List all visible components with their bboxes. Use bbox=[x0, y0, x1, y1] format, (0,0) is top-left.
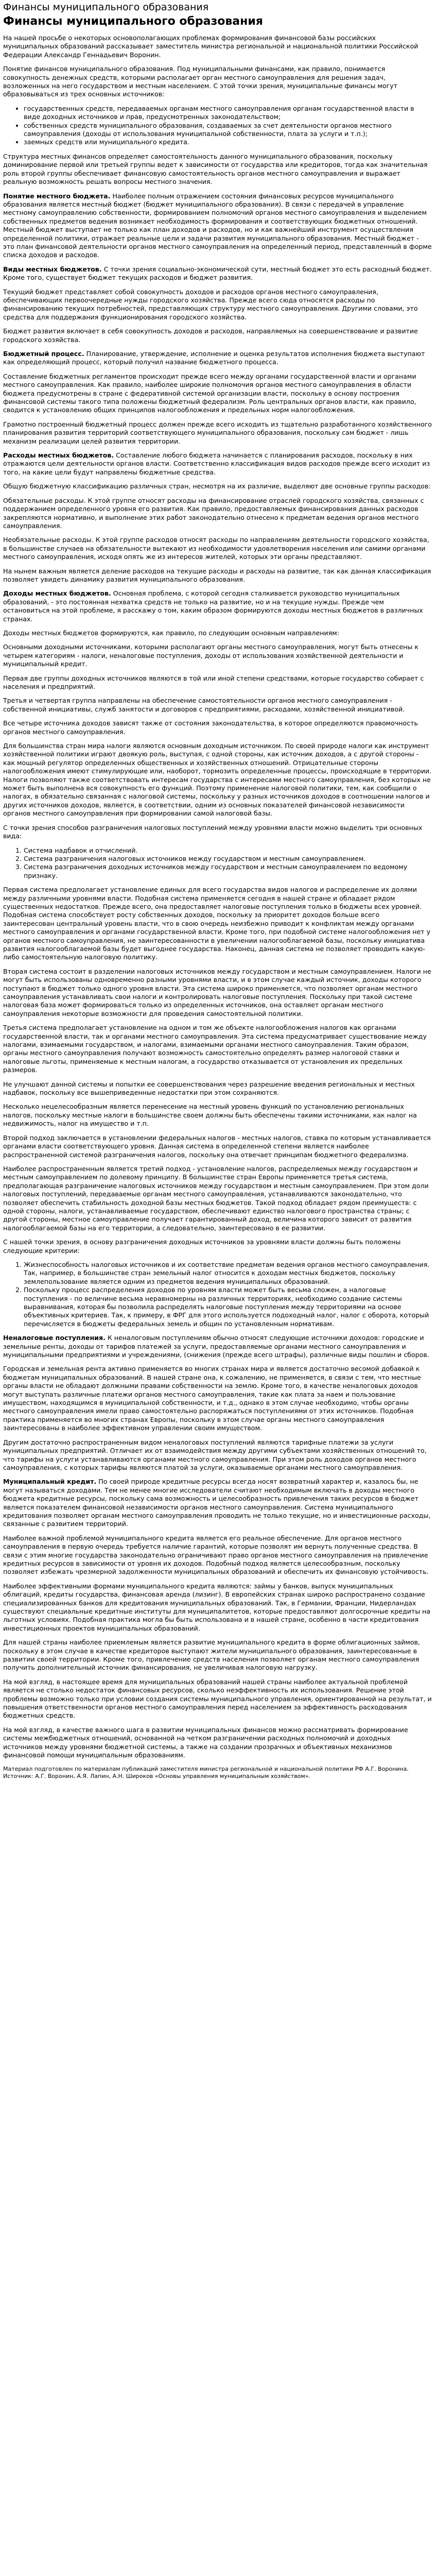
paragraph-text: Несколько нецелесообразным является перенесение на местный уровень функций по установлению региональных налогов, поскольку местные налоги в большинстве своем должны быть обеспечены такими источниками, как налог на недвижимость, налог на имущество и т.п. bbox=[3, 1103, 417, 1128]
paragraph-text: Третья и четвертая группа направлены на обеспечение самостоятельности органов местного самоуправления - собственной инициативы, служб занятости и договоров с предприятиями, расходами, хозяйственной инициативой. bbox=[3, 697, 405, 713]
paragraph bbox=[3, 674, 432, 691]
paragraph bbox=[3, 265, 432, 282]
paragraph-text: Понятие финансов муниципального образования. Под муниципальными финансами, как правило, понимается совокупность денежных средств, которыми располагает орган местного самоуправления для решения задач, возложенных на него государством и местным населением. С этой точки зрения, муниципальные финансы могут образовываться из трех основных источников: bbox=[3, 65, 398, 98]
paragraph-text: Необязательные расходы. К этой группе расходов относят расходы по направлениям деятельности городского хозяйства, в большинстве случаев на обязательности вытекают из необходимости удовлетворения населения или самими органами местного самоуправления, исходя опять же из интересов жителей, которых эти органы представляют. bbox=[3, 536, 429, 561]
paragraph bbox=[3, 1534, 432, 1577]
paragraph bbox=[3, 719, 432, 736]
paragraph-text: Обязательные расходы. К этой группе относят расходы на финансирование отраслей городского хозяйства, связанных с поддержанием определенного уровня его развития. Как правило, предоставляемых финансирования данных расходов закрепляются нормативно, и выполнение этих работ законодательно отнесено к предметам ведения органов местного самоуправления. bbox=[3, 496, 424, 530]
paragraph-text: Структура местных финансов определяет самостоятельность данного муниципального образования, поскольку доминирование первой или третьей группы ведет к зависимости от государства или кредиторов, тогда как значительная роль второй группы обеспечивает финансовую самостоятельность органов местного самоуправления и выражает реальную возможность решать вопросы местного значения. bbox=[3, 152, 428, 186]
article-body bbox=[3, 34, 432, 1760]
paragraph-text: Основными доходными источниками, которыми располагают органы местного самоуправления, могут быть отнесены к четырем категориям - налоги, неналоговые поступления, доходы от использования хозяйственной деятельности и муниципальный кредит. bbox=[3, 643, 418, 668]
paragraph-text: На нашей просьбе о некоторых основополагающих проблемах формирования финансовой базы российских муниципальных образований рассказывает заместитель министра региональной и национальной политики Российской Федерации Александр Геннадьевич Воронин. bbox=[3, 34, 418, 59]
paragraph bbox=[3, 1103, 432, 1128]
paragraph bbox=[3, 1438, 432, 1472]
paragraph bbox=[3, 1134, 432, 1159]
numbered-list bbox=[3, 846, 432, 880]
paragraph bbox=[3, 1582, 432, 1633]
paragraph-text: По своей природе кредитные ресурсы всегда носят возвратный характер и, казалось бы, не могут называться доходами. Тем не менее многие исследователи считают необходимым включать в доходы местного бюджета кредитные ресурсы, поскольку сама возможность и целесообразность привлечения таких ресурсов в бюджет является показателем финансовой независимости органов местного самоуправления. Система муниципального кредитования позволяет органам местного самоуправления проводить не только текущие, но и инвестиционные расходы, связанные с развитием территорий. bbox=[3, 1478, 431, 1528]
paragraph-text: Общую бюджетную классификацию различных стран, несмотря на их различие, выделяют две основные группы расходов: bbox=[3, 482, 431, 490]
list-item: 2. Поскольку процесс распределения доходов по уровням власти может быть весьма сложен, а налоговые поступления - по величине весьма неравномерны на различных территориях, необходимо создание системы выравнивания, которая бы позволила распределять налоговые поступления между территориями на основе объективных критериев. Так, к примеру, в ФРГ для этого используется подоходный налог, налог с оборота, который перечисляется в бюджеты федеральных земель и общин по установленным нормативам. bbox=[24, 1286, 432, 1328]
paragraph-text: Все четыре источника доходов зависят также от состояния законодательства, в которое определяются правомочность органов местного самоуправления. bbox=[3, 719, 418, 736]
paragraph-text: Наиболее полным отражением состояния финансовых ресурсов муниципального образования является местный бюджет (бюджет муниципального образования). В связи с передачей в управление местному самоуправлению собственности, формированием полномочий органов местного самоуправления и выделением собственных предметов ведения возникает необходимость формирования и соответствующих бюджетных отношений. Местный бюджет выступает не только как план доходов и расходов, но и как важнейший инструмент осуществления определенной политики, отражает реальные цели и задачи развития муниципального образования. Местный бюджет - это план финансовой деятельности органов местного самоуправления на определенный период, представленный в форме списка доходов и расходов. bbox=[3, 192, 432, 259]
paragraph bbox=[3, 34, 432, 59]
paragraph-text: Бюджет развития включает в себя совокупность доходов и расходов, направляемых на совершенствование и развитие городского хозяйства. bbox=[3, 327, 418, 344]
paragraph bbox=[3, 1638, 432, 1672]
paragraph bbox=[3, 697, 432, 714]
paragraph bbox=[3, 643, 432, 668]
paragraph-text: На нынем важным является деление расходов на текущие расходы и расходы на развитие, так как данная классификация позволяет увидеть динамику развития муниципального образования. bbox=[3, 567, 431, 583]
paragraph-text: Составление любого бюджета начинается с планирования расходов, поскольку в них отражаются цели деятельности органов власти. Соответственно классификация видов расходов прежде всего исходит из того, на какие цели будут направлены бюджетные средства. bbox=[3, 451, 430, 476]
paragraph-text: Первая две группы доходных источников являются в той или иной степени средствами, которые государство собирает с населения и предприятий. bbox=[3, 674, 424, 690]
paragraph-text: Доходы местных бюджетов формируются, как правило, по следующим основным направлениям: bbox=[3, 629, 339, 637]
paragraph bbox=[3, 589, 432, 623]
paragraph bbox=[3, 288, 432, 322]
paragraph bbox=[3, 1365, 432, 1432]
paragraph bbox=[3, 482, 432, 490]
page-title: Финансы муниципального образования bbox=[3, 15, 263, 28]
list-item: • государственных средств, передаваемых органам местного самоуправления органам государственной власти в виде доходных источников и прав, предусмотренных законодательством; bbox=[24, 105, 432, 122]
paragraph-text: Другим достаточно распространенным видом неналоговых поступлений являются тарифные платежи за услуги муниципальных предприятий. Отличает их от взаимодействия между другими субъектами хозяйственных отношений то, что тарифы на услуги устанавливаются органами местного самоуправления. При этом роль доходов органов местного самоуправления, с которых тарифы являются платой за услуги, оказываемые органами местного самоуправления. bbox=[3, 1438, 427, 1471]
paragraph bbox=[3, 192, 432, 260]
numbered-list bbox=[3, 1261, 432, 1328]
paragraph-lead: Расходы местных бюджетов. bbox=[3, 451, 114, 460]
paragraph-text: С точки зрения способов разграничения налоговых поступлений между уровнями власти можно выделить три основных вида: bbox=[3, 823, 423, 840]
paragraph-text: Наиболее важной проблемой муниципального кредита является его реальное обеспечение. Для органов местного самоуправления в первую очередь требуется наличие гарантий, которые позволят им вернуть полученные средства. В связи с этим многие государства законодательно ограничивают право органов местного самоуправления на привлечение кредитных ресурсов в зависимости от уровня их доходов. Подобный подход является целесообразным, поскольку позволяет избежать чрезмерной задолженности муниципальных образований и обеспечить их финансовую устойчивость. bbox=[3, 1534, 429, 1576]
list-item: 2. Система разграничения налоговых источников между государством и местным самоуправлением. bbox=[24, 855, 432, 863]
paragraph bbox=[3, 327, 432, 344]
article bbox=[0, 1, 436, 1785]
paragraph bbox=[3, 497, 432, 531]
paragraph bbox=[3, 629, 432, 637]
paragraph-text: Наиболее эффективными формами муниципального кредита являются: займы у банков, выпуск муниципальных облигаций, кредиты государства, финансовая аренда (лизинг). В европейских странах широко распространено создание специализированных банков для кредитования муниципальных образований. Так, в Германии, Франции, Нидерландах существуют специальные кредитные институты для муниципалитетов, которые предоставляют долгосрочные кредиты на льготных условиях. Подобная практика могла бы быть использована и в нашей стране, особенно в части кредитования инвестиционных проектов муниципальных образований. bbox=[3, 1582, 431, 1632]
paragraph bbox=[3, 1024, 432, 1074]
paragraph bbox=[3, 350, 432, 367]
paragraph-text: Для нашей страны наиболее приемлемым является развитие муниципального кредита в форме облигационных займов, поскольку в этом случае в качестве кредиторов выступают жители муниципального образования, заинтересованные в развитии своей территории. Кроме того, привлечение средств населения позволяет органам местного самоуправления получить дополнительный источник финансирования, не увеличивая налоговую нагрузку. bbox=[3, 1638, 420, 1672]
paragraph-text: К неналоговым поступлениям обычно относят следующие источники доходов: городские и земельные ренты, доходы от тарифов платежей за услуги, предоставляемые органами местного самоуправления и муниципальными предприятиями и учреждениями, (снижения (прежде всего штрафы), различные виды пошлин и сборов. bbox=[3, 1334, 429, 1359]
paragraph bbox=[3, 152, 432, 187]
paragraph bbox=[3, 1080, 432, 1097]
paragraph bbox=[3, 1726, 432, 1760]
paragraph bbox=[3, 968, 432, 1018]
paragraph bbox=[3, 451, 432, 477]
paragraph-text: Для большинства стран мира налоги являются основным доходным источником. По своей природе налоги как инструмент хозяйственной политики играют двоякую роль, выступая, с одной стороны, как источник доходов, а с другой стороны - как мощный регулятор определенных общественных и хозяйственных отношений. Отрицательные стороны налогообложения имеют стимулирующие или, наоборот, тормозить определенные процессы, происходящие в территории. Налоги позволяют также соответствовать интересам государства с интересами местного самоуправления, без которых не может быть выполнена вся совокупность его функций. Поэтому применение налоговой политики, тем, как сообщили о налогах, в обязательно связанная с налоговой системы, поскольку у разных источников доходов в соотношении налогов и других источников доходов, является, в соответствии, одним из основных показателей финансовой независимости органов местного самоуправления при формировании самой налоговой базы. bbox=[3, 742, 432, 818]
paragraph bbox=[3, 420, 432, 446]
paragraph-text: Вторая система состоит в разделении налоговых источников между государством и местным самоуправлением. Налоги не могут быть использованы одновременно разными уровнями власти, и в этом случае каждый источник, доходы которого поступают в бюджет только одного уровня власти. Эта система широко применяется, что позволяет органам местного самоуправления устанавливать свои налоги и контролировать налоговые поступления. Поскольку при такой системе налоговая база может формироваться только из определенных источников, она оставляет органам местного самоуправления некоторые возможности для проведения самостоятельной политики. bbox=[3, 967, 431, 1018]
paragraph-lead: Доходы местных бюджетов. bbox=[3, 589, 111, 598]
paragraph-text: С нашей точки зрения, в основу разграничения доходных источников за уровнями власти должны быть положены следующие критерии: bbox=[3, 1238, 401, 1255]
paragraph bbox=[3, 742, 432, 818]
paragraph-lead: Муниципальный кредит. bbox=[3, 1478, 97, 1486]
paragraph-text: Городская и земельная рента активно применяется во многих странах мира и является достаточно весомой добавкой к бюджетам муниципальных образований. В нашей стране она, к сожалению, не применяется, в связи с тем, что местные органы власти не обладают должными правами собственности на землю. Кроме того, в качестве неналоговых доходов могут выступать различные платежи органов местного самоуправления, такие как плата за наем и пользование имуществом, находящимся в муниципальной собственности, и т.д., однако в этом случае необходимо, чтобы органы местного самоуправления имели право самостоятельно распоряжаться поступлениями от этих источников. Подобная практика применяется во многих странах Европы, поскольку в этом случае органы местного самоуправления заинтересованы в наиболее эффективном управлении своим имуществом. bbox=[3, 1365, 421, 1432]
site-title: Финансы муниципального образования bbox=[3, 2, 209, 13]
paragraph bbox=[3, 536, 432, 561]
paragraph bbox=[3, 1678, 432, 1720]
paragraph-lead: Неналоговые поступления. bbox=[3, 1334, 106, 1342]
paragraph-text: Третья система предполагает установление на одном и том же объекте налогообложения налогов как органами государственной власти, так и органами местного самоуправления. Эта система предусматривает существование между налогами, взимаемыми государством, и налогами, взимаемыми органами местного самоуправления. Таким образом, органы местного самоуправления получают возможность самостоятельно определять размер налоговой ставки и налоговые льготы, применяемые к местным налогам, а государство отказывается от установления их предельных размеров. bbox=[3, 1024, 427, 1074]
list-item: • заемных средств или муниципального кредита. bbox=[24, 138, 432, 146]
paragraph-text: Второй подход заключается в установлении федеральных налогов - местных налогов, ставка по которым устанавливается органами власти соответствующего уровня. Данная система в определенной степени является наиболее распространенной системой разграничения налогов, поскольку она отвечает принципам бюджетного федерализма. bbox=[3, 1133, 431, 1159]
paragraph bbox=[3, 372, 432, 415]
footnote: Материал подготовлен по материалам публикаций заместителя министра региональной и национальной политики РФ А.Г. Воронина. Источник: А.Г. Воронин, А.Я. Лапин, А.Н. Широков «Основы управления муниципальным хозяйством». bbox=[3, 1765, 409, 1780]
paragraph bbox=[3, 1238, 432, 1255]
list-item: 1. Система надбавок и отчислений. bbox=[24, 846, 432, 855]
paragraph bbox=[3, 1478, 432, 1528]
paragraph-text: Составление бюджетных регламентов происходит прежде всего между органами государственной власти и органами местного самоуправления. Как правило, наиболее широкие полномочия органов местного самоуправления в области бюджета предусмотрены в стране с федеративной системой организации власти, поскольку в основу построения финансовой системы такого типа положены бюджетный федерализм. Роль центральных органов власти, как правило, сводится к установлению общих принципов налогообложения и предельных норм налогообложения. bbox=[3, 372, 416, 414]
paragraph-text: Первая система предполагает установление единых для всего государства видов налогов и распределение их долями между различными уровнями власти. Подобная система применяется сегодня в нашей стране и обладает рядом существенных недостатков. Прежде всего, она предоставляет налоговые поступления только в бюджеты всех уровней. Подобная система способствует росту собственных доходов, поскольку за приоритет доходов больше всего заинтересован центральный уровень власти, что в свою очередь неизбежно приводит к конфликтам между органами местного самоуправления и органами государственной власти. Кроме того, при подобной системе налогообложения нет у органов местного самоуправления, не заинтересованности в увеличении налогооблагаемой базы, поскольку инициатива развития налогооблагаемой базы будет выгоднее государства. Наконец, данная система не позволяет проводить какую-либо самостоятельную налоговую политику. bbox=[3, 886, 431, 961]
paragraph-text: На мой взгляд, в настоящее время для муниципальных образований нашей страны наиболее актуальной проблемой является не столько недостаток финансовых ресурсов, сколько неэффективность их использования. Решение этой проблемы возможно только при условии создания системы муниципального управления, ориентированной на результат, и повышения ответственности органов местного самоуправления перед населением за эффективность расходования бюджетных средств. bbox=[3, 1677, 432, 1720]
paragraph bbox=[3, 567, 432, 584]
paragraph-text: Не улучшают данной системы и попытки ее совершенствования через разрешение введения региональных и местных надбавок, поскольку все вышеприведенные недостатки при этом сохраняются. bbox=[3, 1080, 415, 1097]
paragraph-text: С точки зрения социально-экономической сути, местный бюджет это есть расходный бюджет. Кроме того, существует бюджет текущих расходов и бюджет развития. bbox=[3, 265, 432, 282]
paragraph-text: Основная проблема, с которой сегодня сталкивается руководство муниципальных образований, - это постоянная нехватка средств не только на развитие, но и на текущие нужды. Прежде чем остановиться на этой проблеме, я расскажу о том, каким образом формируются доходы местных бюджетов в различных странах. bbox=[3, 589, 423, 623]
list-item: 1. Жизнеспособность налоговых источников и их соответствие предметам ведения органов местного самоуправления. Так, например, в большинстве стран земельный налог относится к доходам местных бюджетов, поскольку землепользование является одним из предметов ведения муниципальных образований. bbox=[24, 1261, 432, 1286]
list-item: 3. Система разграничения доходных источников между государством и местным самоуправлением по ведомому признаку. bbox=[24, 863, 432, 880]
paragraph-lead: Понятие местного бюджета. bbox=[3, 192, 111, 200]
paragraph-text: Текущий бюджет представляет собой совокупность доходов и расходов органов местного самоуправления, обеспечивающих первоочередные нужды городского хозяйства. Прежде всего сюда относятся расходы по финансированию текущих потребностей, представляющих структуру местного самоуправления. Другими словами, это средства для поддержания функционирования городского хозяйства. bbox=[3, 287, 418, 321]
paragraph-text: Наиболее распространенным является третий подход - установление налогов, распределяемых между государством и местным самоуправлением по долевому принципу. В большинстве стран Европы применяется третья система, предполагающая разграничение налоговых источников между государством и местным самоуправлением. При этом доли налоговых поступлений, передаваемые органам местного самоуправления, устанавливаются законодательно, что позволяет обеспечить стабильность доходной базы местных бюджетов. Такой подход обладает рядом преимуществ: с одной стороны, налоги, устанавливаемые государством, обеспечивают единство налогового пространства страны; с другой стороны, местное самоуправление получает гарантированный доход, величина которого зависит от развития налогооблагаемой базы на его территории, а следовательно, заинтересовано в ее развитии. bbox=[3, 1164, 429, 1232]
bullet-list bbox=[3, 105, 432, 147]
paragraph bbox=[3, 1334, 432, 1359]
list-item: • собственных средств муниципального образования, создаваемых за счет деятельности органов местного самоуправления (доходы от использования муниципальной собственности, плата за услуги и т.п.); bbox=[24, 122, 432, 139]
paragraph-lead: Бюджетный процесс. bbox=[3, 350, 84, 358]
paragraph-text: На мой взгляд, в качестве важного шага в развитии муниципальных финансов можно рассматривать формирование системы межбюджетных отношений, основанной на четком разграничении расходных полномочий и доходных источников между уровнями бюджетной системы, а также на создании прозрачных и объективных механизмов финансовой помощи муниципальным образованиям. bbox=[3, 1725, 408, 1759]
paragraph bbox=[3, 824, 432, 841]
paragraph-lead: Виды местных бюджетов. bbox=[3, 265, 102, 273]
paragraph bbox=[3, 886, 432, 962]
paragraph bbox=[3, 65, 432, 99]
paragraph-text: Планирование, утверждение, исполнение и оценка результатов исполнения бюджета выступают как определяющий процесс, который получил название бюджетного процесса. bbox=[3, 350, 425, 366]
paragraph-text: Грамотно построенный бюджетный процесс должен прежде всего исходить из тщательно разработанного хозяйственного планирования развития территорий соответствующего муниципального образования, поскольку сам бюджет - лишь механизм реализации целей развития территории. bbox=[3, 420, 432, 445]
paragraph bbox=[3, 1165, 432, 1232]
